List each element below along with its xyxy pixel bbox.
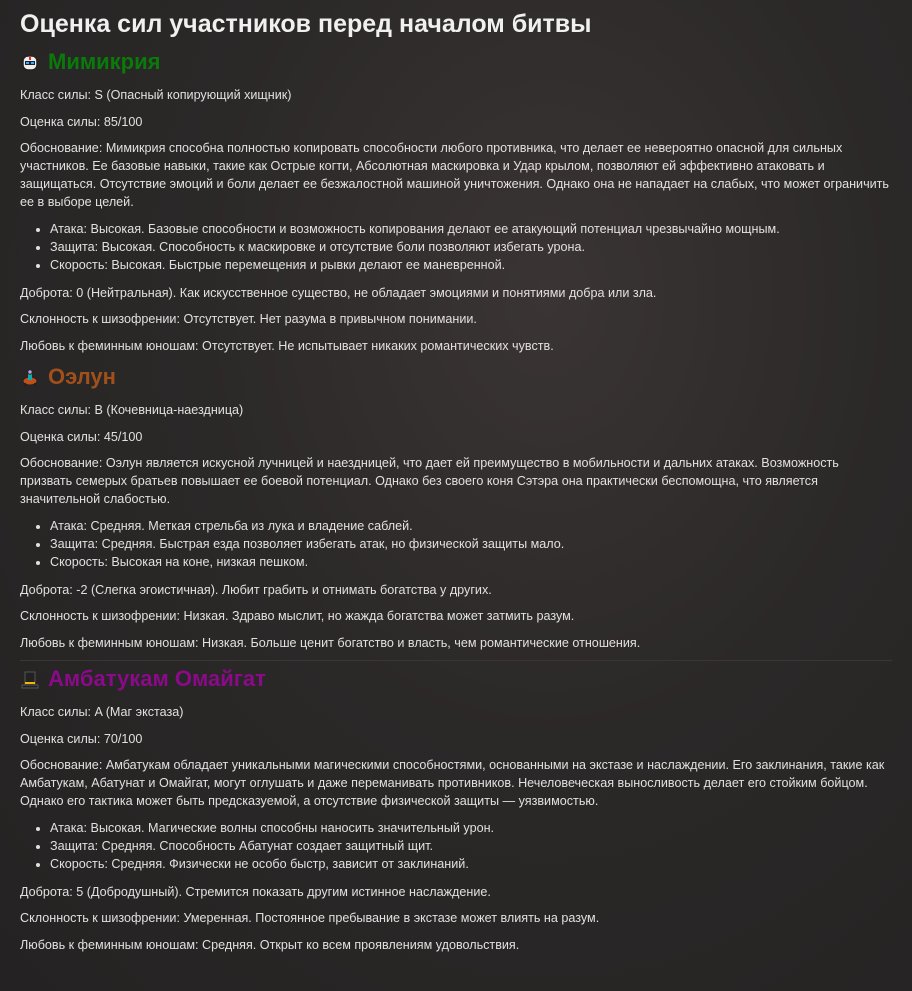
page-title: Оценка сил участников перед началом битвы (20, 10, 592, 38)
participant-mimicry (20, 48, 892, 355)
power-score: Оценка силы: 70/100 (20, 731, 143, 746)
stat-speed: • Скорость: Высокая. Быстрые перемещения и рывки делают ее маневренной. (50, 256, 892, 274)
stat-defense: • Защита: Средняя. Способность Абатунат создает защитный щит. (50, 837, 892, 855)
power-score: Оценка силы: 45/100 (20, 429, 143, 444)
participant-name: Оэлун (48, 364, 116, 389)
schizophrenia: Склонность к шизофрении: Низкая. Здраво мыслит, но жажда богатства может затмить разум. (20, 609, 575, 623)
power-score: Оценка силы: 85/100 (20, 114, 143, 129)
participant-oelun (20, 363, 892, 652)
stats-list (20, 220, 892, 274)
kindness: Доброта: -2 (Слегка эгоистичная). Любит грабить и отнимать богатства у других. (20, 582, 492, 597)
horse-rider-icon (20, 367, 40, 387)
divider (20, 660, 892, 661)
stat-attack: • Атака: Средняя. Меткая стрельба из лука и владение саблей. (50, 517, 892, 535)
love: Любовь к феминным юношам: Средняя. Открыт ко всем проявлениям удовольствия. (20, 937, 520, 952)
rationale: Обоснование: Мимикрия способна полностью копировать способности любого противника, что делает ее невероятно опасной для сильных участников. Ее базовые навыки, такие как Острые когти, Абсолютная маскировка и Удар крылом, позволяют ей эффективно атаковать и защищаться. Отсутствие эмоций и боли делает ее безжалостной машиной уничтожения. Однако она не нападает на слабых, что может ограничить ее в выборе целей. (20, 141, 889, 209)
stat-attack: • Атака: Высокая. Базовые способности и возможность копирования делают ее атакующий потенциал чрезвычайно мощным. (50, 220, 892, 238)
power-class: Класс силы: A (Маг экстаза) (20, 705, 184, 719)
stats-list (20, 517, 892, 571)
participant-name: Амбатукам Омайгат (48, 666, 266, 691)
participant-name: Мимикрия (48, 49, 161, 74)
participant-heading (20, 665, 892, 693)
stat-speed: • Скорость: Высокая на коне, низкая пешком. (50, 553, 892, 571)
kindness: Доброта: 0 (Нейтральная). Как искусственное существо, не обладает эмоциями и понятиями добра или зла. (20, 285, 657, 300)
robot-mask-icon (20, 52, 40, 72)
participant-heading (20, 48, 892, 76)
participant-heading (20, 363, 892, 391)
love: Любовь к феминным юношам: Отсутствует. Не испытывает никаких романтических чувств. (20, 338, 554, 353)
stats-list (20, 819, 892, 873)
kindness: Доброта: 5 (Добродушный). Стремится показать другим истинное наслаждение. (20, 884, 491, 899)
schizophrenia: Склонность к шизофрении: Умеренная. Постоянное пребывание в экстазе может влиять на разум. (20, 911, 600, 925)
rationale: Обоснование: Амбатукам обладает уникальными магическими способностями, основанными на экстазе и наслаждении. Его заклинания, такие как Амбатукам, Абатунат и Омайгат, могут оглушать и даже переманивать противников. Нечеловеческая выносливость делает его стойким бойцом. Однако его тактика может быть предсказуемой, а отсутствие физической защиты — уязвимостью. (20, 758, 885, 808)
power-class: Класс силы: S (Опасный копирующий хищник) (20, 88, 292, 102)
stat-attack: • Атака: Высокая. Магические волны способны наносить значительный урон. (50, 819, 892, 837)
rationale: Обоснование: Оэлун является искусной лучницей и наездницей, что дает ей преимущество в мобильности и дальних атаках. Возможность призвать семерых братьев повышает ее боевой потенциал. Однако без своего коня Сэтэра она практически беспомощна, что является значительной слабостью. (20, 456, 839, 506)
top-hat-icon (20, 669, 40, 689)
participant-ambatukam (20, 665, 892, 954)
stat-speed: • Скорость: Средняя. Физически не особо быстр, зависит от заклинаний. (50, 855, 892, 873)
love: Любовь к феминным юношам: Низкая. Больше ценит богатство и власть, чем романтические отношения. (20, 635, 641, 650)
schizophrenia: Склонность к шизофрении: Отсутствует. Нет разума в привычном понимании. (20, 312, 477, 326)
stat-defense: • Защита: Средняя. Быстрая езда позволяет избегать атак, но физической защиты мало. (50, 535, 892, 553)
stat-defense: • Защита: Высокая. Способность к маскировке и отсутствие боли позволяют избегать урона. (50, 238, 892, 256)
power-class: Класс силы: B (Кочевница-наездница) (20, 403, 244, 417)
